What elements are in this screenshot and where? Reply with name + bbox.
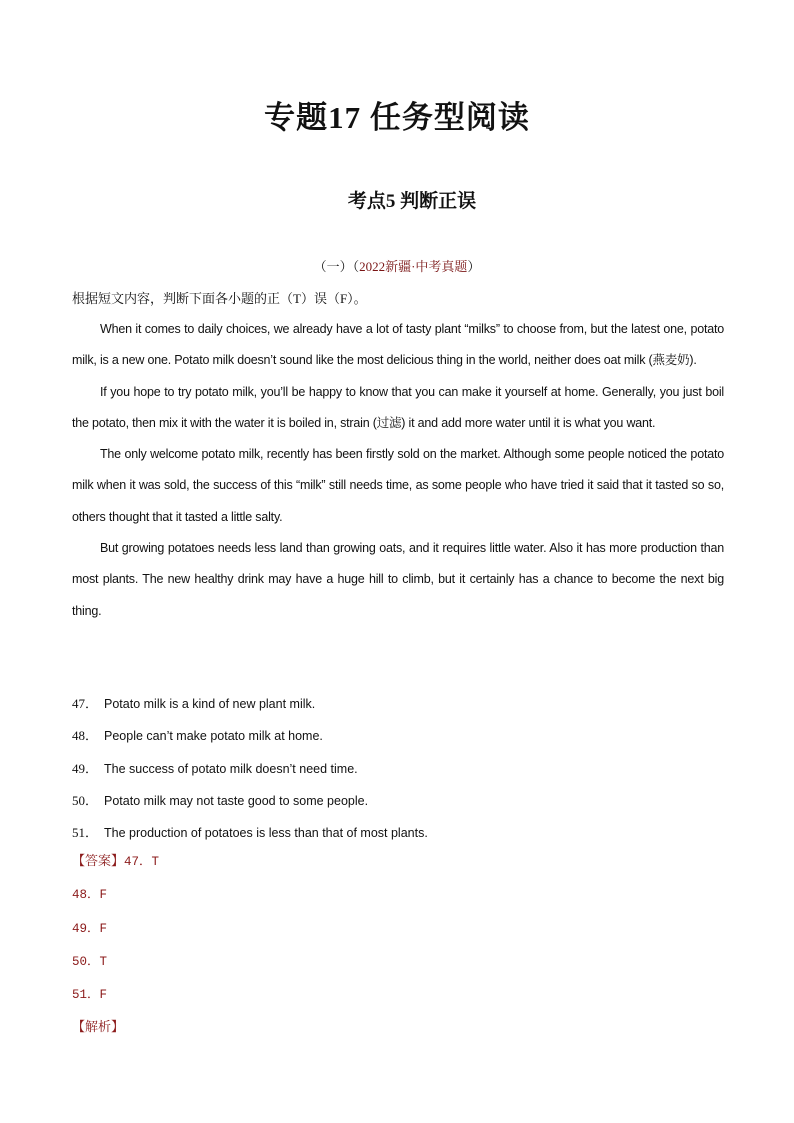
question-number: 51． xyxy=(72,825,99,841)
question-text: People can’t make potato milk at home. xyxy=(104,729,323,744)
question-text: The success of potato milk doesn’t need time. xyxy=(104,761,358,776)
page-title: 专题17 任务型阅读 xyxy=(264,100,530,135)
question-item xyxy=(72,817,724,849)
question-number: 50． xyxy=(72,792,99,808)
answer-item xyxy=(72,845,159,878)
question-number: 48． xyxy=(72,728,99,744)
answer-section xyxy=(72,845,159,1043)
question-list xyxy=(72,688,724,849)
reading-passage xyxy=(72,314,724,627)
passage-paragraph: But growing potatoes needs less land than growing oats, and it requires little water. Also it has more production than most plants. The new healthy drink may have a huge hill to climb, but it certainly has a chance to become the next big thing. xyxy=(72,541,724,618)
passage-paragraph: When it comes to daily choices, we already have a lot of tasty plant “milks” to choose from, but the latest one, potato milk, is a new one. Potato milk doesn’t sound like the most delicious thing in the world, neither does oat milk (燕麦奶). xyxy=(72,322,724,368)
passage-paragraph: The only welcome potato milk, recently has been firstly sold on the market. Although some people noticed the potato milk when it was sold, the success of this “milk” still needs time, as some people who have tried it said that it tasted so so, others thought that it tasted a little salty. xyxy=(72,447,724,524)
answer-value: 50．T xyxy=(72,954,108,969)
answer-value: 49．F xyxy=(72,921,108,936)
question-item xyxy=(72,785,724,817)
page-subtitle: 考点5 判断正误 xyxy=(347,191,477,212)
question-number: 49． xyxy=(72,760,99,776)
answer-value: 47．T xyxy=(124,855,160,869)
question-text: Potato milk is a kind of new plant milk. xyxy=(104,697,316,711)
section-prefix: （一）（ xyxy=(313,259,360,274)
question-number: 47． xyxy=(72,696,99,711)
answer-label: 【答案】 xyxy=(72,853,125,868)
analysis-label: 【解析】 xyxy=(72,1019,125,1035)
answer-item xyxy=(72,978,159,1011)
section-source: 2022新疆·中考真题 xyxy=(359,259,468,274)
section-label xyxy=(0,256,794,275)
answer-item xyxy=(72,912,159,945)
answer-item xyxy=(72,878,159,911)
section-suffix: ） xyxy=(467,259,481,274)
question-item xyxy=(72,720,724,752)
answer-value: 51．F xyxy=(72,988,108,1003)
analysis-item xyxy=(72,1011,159,1042)
answer-value: 48．F xyxy=(72,888,108,903)
question-item xyxy=(72,753,724,785)
answer-item xyxy=(72,945,159,978)
question-text: Potato milk may not taste good to some people. xyxy=(104,793,369,808)
passage-paragraph: If you hope to try potato milk, you’ll be happy to know that you can make it yourself at home. Generally, you just boil the potato, then mix it with the water it is boiled in, strain (过滤) it and add more water until it is what you want. xyxy=(72,384,724,430)
question-text: The production of potatoes is less than that of most plants. xyxy=(104,826,428,841)
question-item xyxy=(72,688,724,720)
instruction-text: 根据短文内容，判断下面各小题的正（T）误（F）。 xyxy=(72,291,367,306)
